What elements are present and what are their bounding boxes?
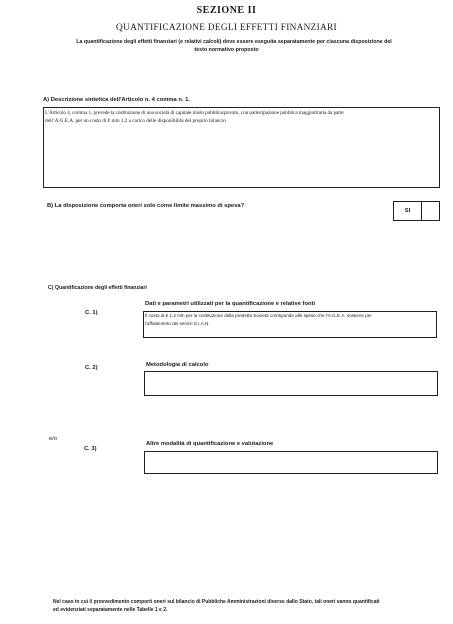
page-title: QUANTIFICAZIONE DEGLI EFFETTI FINANZIARI: [116, 23, 337, 33]
c2-code: C. 2): [85, 365, 98, 371]
section-a-text-line1: L'Articolo 4, comma 1, prevede la costituzione di una società di capitale misto pubblica/privato, con partecipazione pubblica maggioritaria da parte: [45, 110, 344, 116]
c3-code: C. 3): [84, 446, 97, 452]
section-b-answer-box: [393, 201, 440, 221]
answer-divider: [421, 202, 422, 220]
c1-box: [143, 311, 437, 338]
and-or-label: e/o: [49, 436, 58, 442]
section-b-answer: SI: [404, 208, 411, 214]
subtitle-line1: La quantificazione degli effetti finanziari (e relativi calcoli) dove essere eseguita separatamente per ciascuna disposizione del: [76, 39, 392, 45]
c2-title: Metodologia di calcolo: [146, 362, 209, 368]
section-a-description-box: [43, 107, 440, 188]
section-b-label: B) La disposizione comporta oneri solo come limite massimo di spesa?: [47, 203, 245, 209]
c1-text-line2: l'affidamento dei servizi S.I.A.N.: [145, 321, 210, 326]
c1-code: C. 1): [85, 310, 98, 316]
subtitle-line2: testo normativo proposto: [194, 47, 259, 53]
c1-text-line1: Il costo di € 1,2 mln per la costituzione della predetta Società corrisponde alle spese che l'A.G.E.A. sostiene per: [145, 313, 372, 318]
section-a-text-line2: dell' A.G.E.A. per un costo di € mln 1,2 a carico delle disponibilità del proprio bilancio: [45, 118, 226, 124]
section-heading: SEZIONE II: [196, 5, 257, 16]
section-c-label: C) Quantificazione degli effetti finanziari: [48, 285, 147, 291]
footer-line1: Nel caso in cui il provvedimento comporti oneri sul bilancio di Pubbliche Amministrazioni diverse dallo Stato, tali oneri vanno quantificati: [53, 599, 380, 605]
footer-line2: ed evidenziati separatamente nelle Tabelle 1 e 2.: [53, 607, 168, 613]
c3-box: [144, 451, 438, 474]
c1-title: Dati e parametri utilizzati per la quantificazione e relative fonti: [145, 301, 316, 307]
section-a-label: A) Descrizione sintetica dell'Articolo n. 4 comma n. 1.: [43, 97, 190, 103]
c3-title: Altre modalità di quantificazione e valutazione: [146, 441, 274, 447]
c2-box: [144, 371, 438, 396]
